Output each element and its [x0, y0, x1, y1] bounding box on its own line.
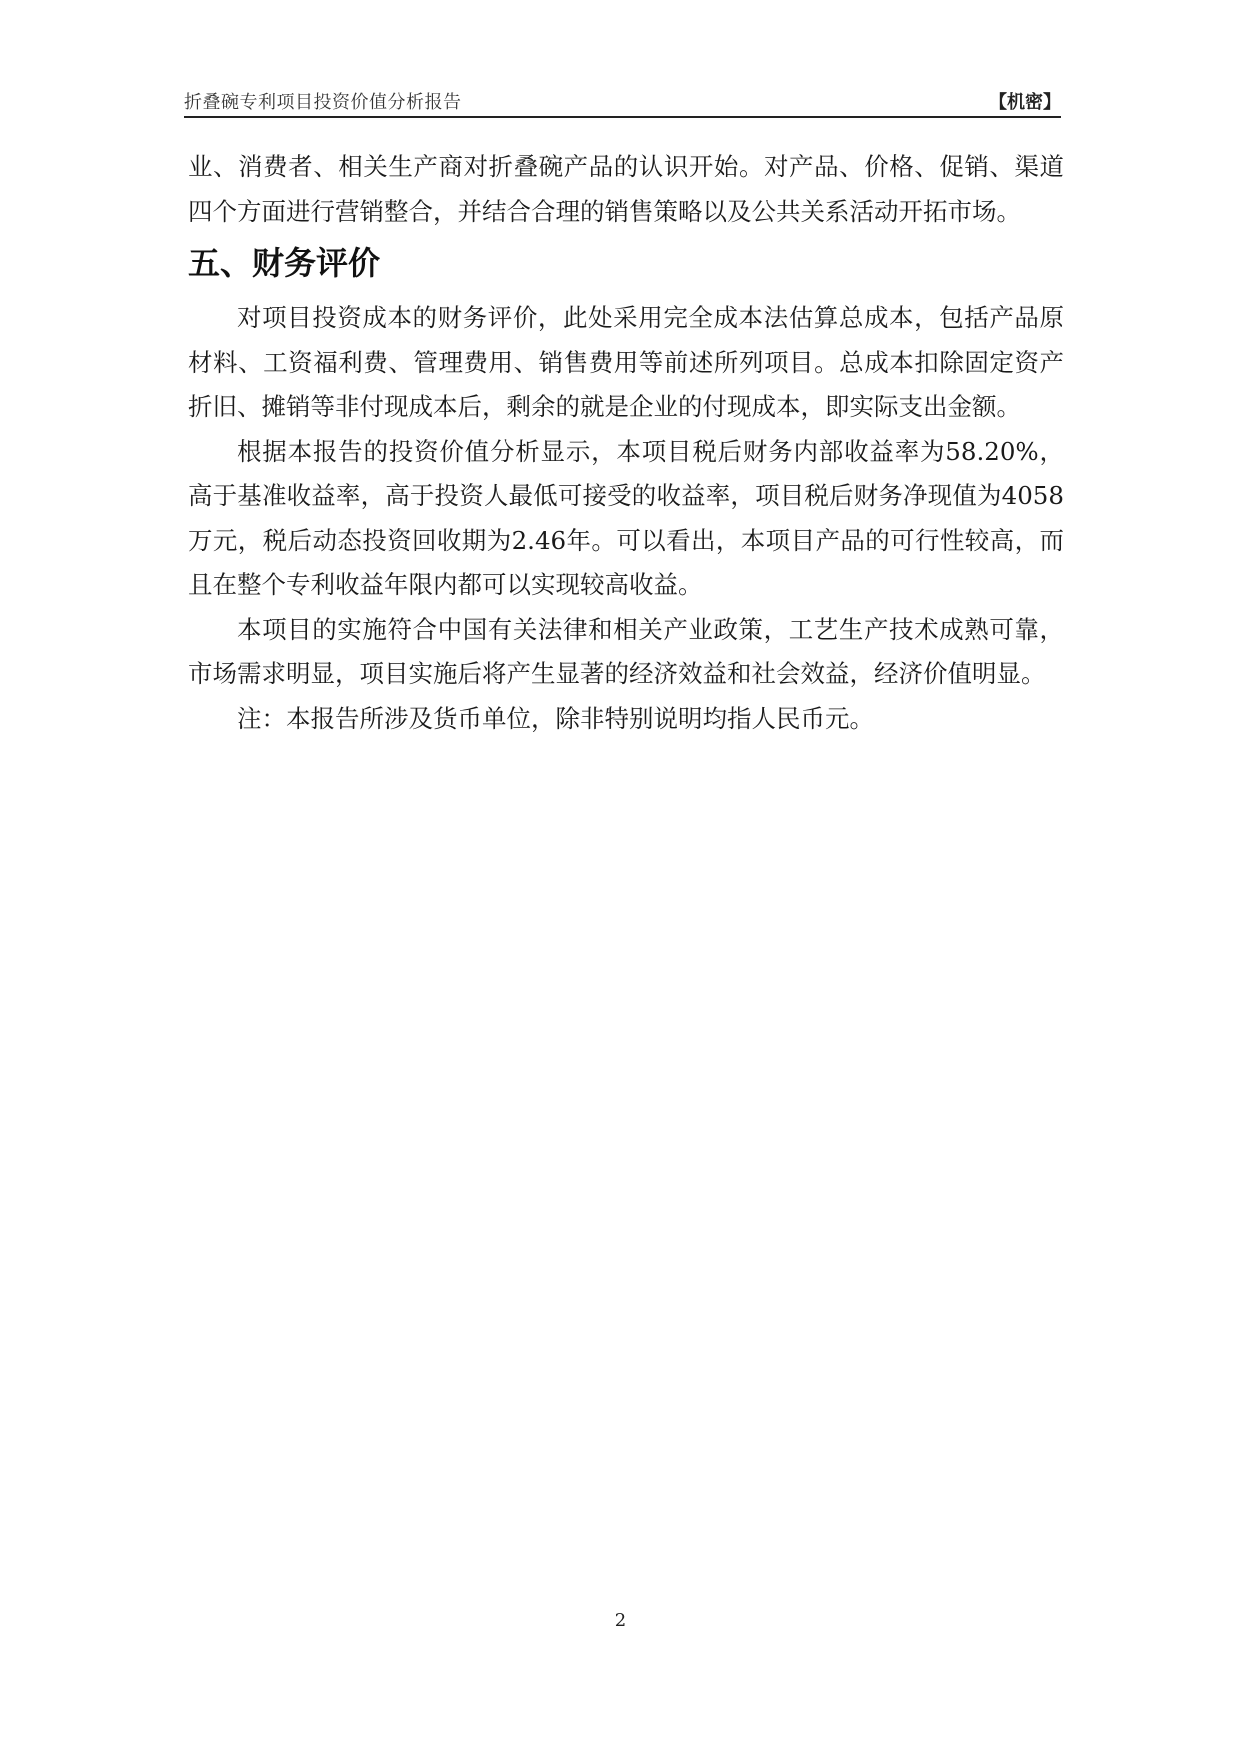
financial-paragraph-3: 本项目的实施符合中国有关法律和相关产业政策，工艺生产技术成熟可靠，市场需求明显，项目实施后将产生显著的经济效益和社会效益，经济价值明显。 — [188, 614, 1064, 688]
page-header — [184, 86, 1061, 118]
section-heading: 五、财务评价 — [188, 244, 381, 282]
confidential-badge: 【机密】 — [989, 92, 1061, 113]
currency-note: 注：本报告所涉及货币单位，除非特别说明均指人民币元。 — [237, 703, 874, 733]
financial-paragraph-1: 对项目投资成本的财务评价，此处采用完全成本法估算总成本，包括产品原材料、工资福利费、管理费用、销售费用等前述所列项目。总成本扣除固定资产折旧、摊销等非付现成本后，剩余的就是企业的付现成本，即实际支出金额。 — [188, 303, 1064, 421]
intro-paragraph: 业、消费者、相关生产商对折叠碗产品的认识开始。对产品、价格、促销、渠道四个方面进行营销整合，并结合合理的销售策略以及公共关系活动开拓市场。 — [188, 152, 1064, 226]
document-body — [188, 145, 1064, 741]
page-number: 2 — [614, 1610, 627, 1631]
report-title: 折叠碗专利项目投资价值分析报告 — [184, 92, 462, 113]
financial-paragraph-2: 根据本报告的投资价值分析显示，本项目税后财务内部收益率为58.20%，高于基准收益率，高于投资人最低可接受的收益率，项目税后财务净现值为4058万元，税后动态投资回收期为2.46年。可以看出，本项目产品的可行性较高，而且在整个专利收益年限内都可以实现较高收益。 — [188, 436, 1064, 599]
